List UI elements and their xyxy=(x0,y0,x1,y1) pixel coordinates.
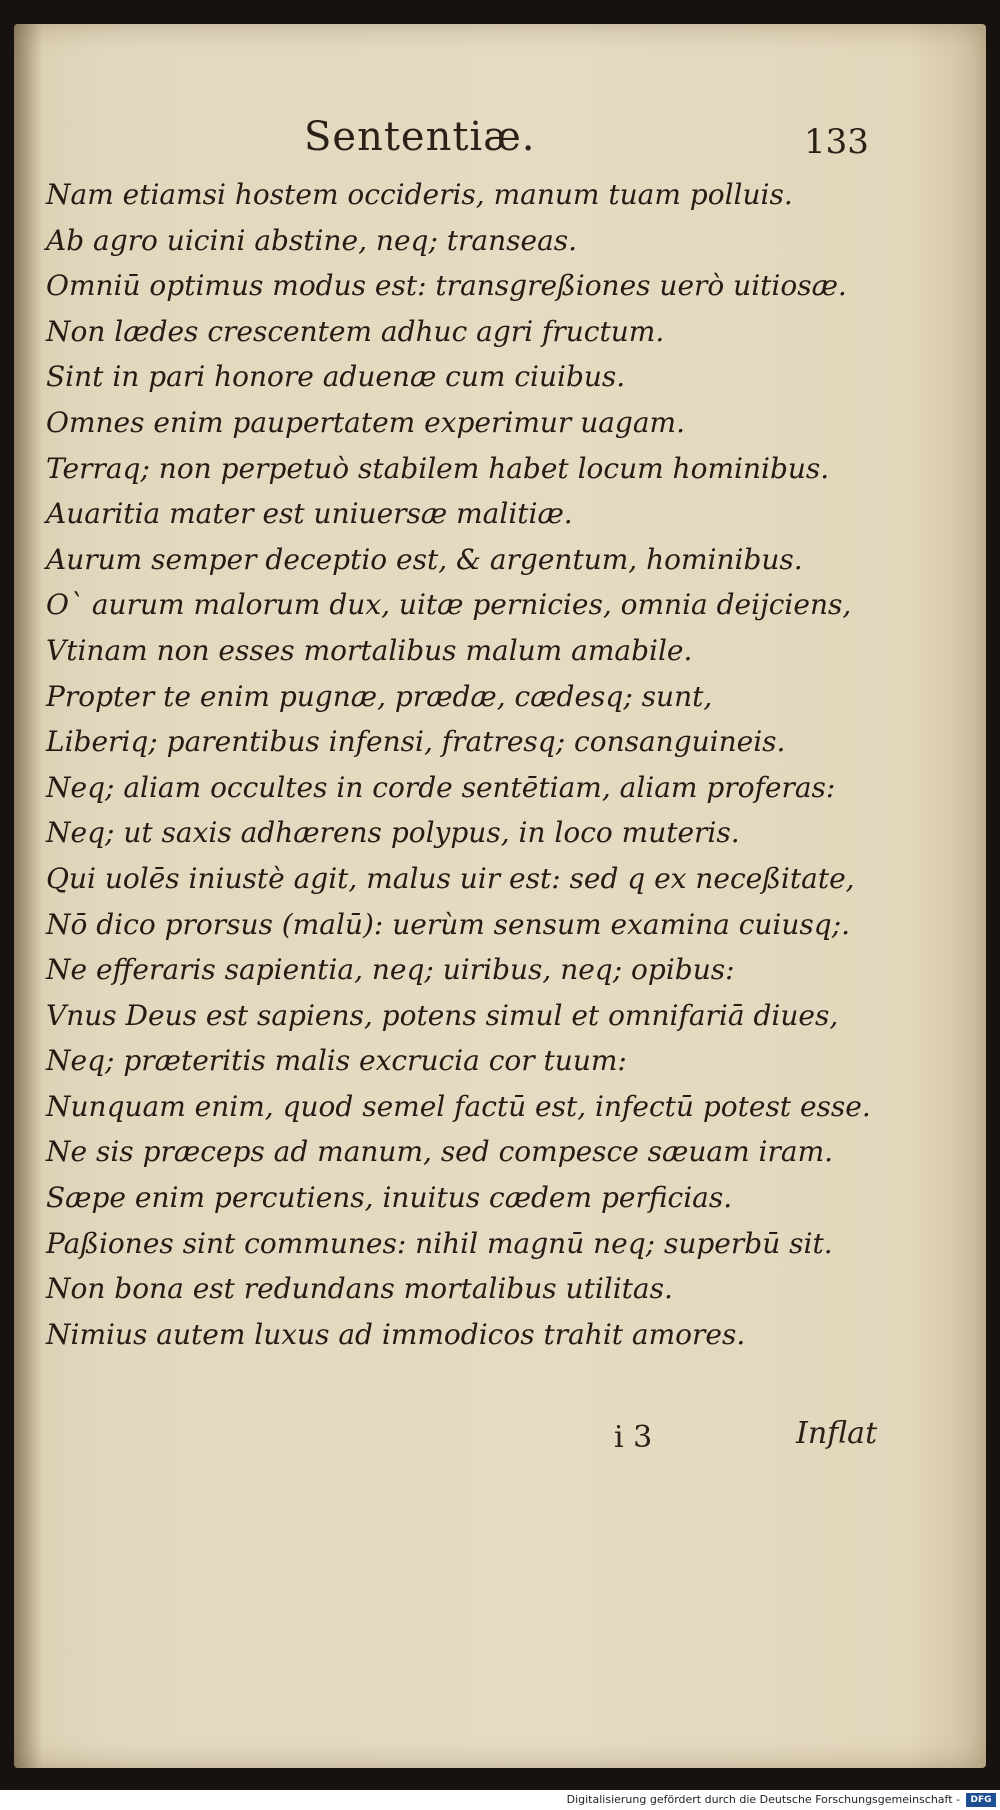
text-line: Qui uolēs iniustè agit, malus uir est: sed q ex neceßitate, xyxy=(46,861,855,895)
text-line: Nō dico prorsus (malū): uerùm sensum examina cuiusq;. xyxy=(46,907,851,941)
text-line: Propter te enim pugnæ, prædæ, cædesq; sunt, xyxy=(46,679,713,713)
page-number: 133 xyxy=(804,122,869,162)
text-line: Aurum semper deceptio est, & argentum, hominibus. xyxy=(46,542,803,576)
text-line: Nunquam enim, quod semel factū est, infectū potest esse. xyxy=(46,1089,871,1123)
text-line: Ne sis præceps ad manum, sed compesce sæuam iram. xyxy=(46,1135,834,1169)
text-line: Non bona est redundans mortalibus utilitas. xyxy=(46,1272,673,1306)
text-line: Sæpe enim percutiens, inuitus cædem perficias. xyxy=(46,1181,733,1215)
text-line: O` aurum malorum dux, uitæ pernicies, omnia deijciens, xyxy=(46,588,852,622)
digitization-credit: Digitalisierung gefördert durch die Deutsche Forschungsgemeinschaft - xyxy=(566,1793,960,1806)
page-gutter-shadow xyxy=(14,24,42,1768)
text-line: Neq; præteritis malis excrucia cor tuum: xyxy=(46,1044,627,1078)
text-line: Liberiq; parentibus infensi, fratresq; consanguineis. xyxy=(46,725,786,759)
text-line: Nimius autem luxus ad immodicos trahit amores. xyxy=(46,1317,746,1351)
running-header: Sententiæ. xyxy=(304,114,536,160)
book-page xyxy=(14,24,986,1768)
text-line: Neq; ut saxis adhærens polypus, in loco muteris. xyxy=(46,816,740,850)
text-block xyxy=(46,172,886,1357)
text-line: Vnus Deus est sapiens, potens simul et omnifariā diues, xyxy=(46,998,839,1032)
text-line: Vtinam non esses mortalibus malum amabile. xyxy=(46,633,693,667)
catchword: Inflat xyxy=(796,1416,878,1451)
text-line: Paßiones sint communes: nihil magnū neq; superbū sit. xyxy=(46,1226,833,1260)
text-line: Sint in pari honore aduenæ cum ciuibus. xyxy=(46,360,626,394)
text-line: Nam etiamsi hostem occideris, manum tuam polluis. xyxy=(46,178,793,211)
text-line: Terraq; non perpetuò stabilem habet locum hominibus. xyxy=(46,451,830,485)
text-line: Non lædes crescentem adhuc agri fructum. xyxy=(46,314,665,348)
text-line: Neq; aliam occultes in corde sentētiam, aliam proferas: xyxy=(46,770,836,804)
dfg-logo: DFG xyxy=(966,1793,996,1807)
signature-mark: i 3 xyxy=(614,1420,653,1455)
text-line: Omnes enim paupertatem experimur uagam. xyxy=(46,405,685,439)
text-line: Ne efferaris sapientia, neq; uiribus, neq; opibus: xyxy=(46,953,735,987)
text-line: Auaritia mater est uniuersæ malitiæ. xyxy=(46,497,573,531)
text-line: Omniū optimus modus est: transgreßiones uerò uitiosæ. xyxy=(46,269,847,303)
text-line: Ab agro uicini abstine, neq; transeas. xyxy=(46,223,578,257)
